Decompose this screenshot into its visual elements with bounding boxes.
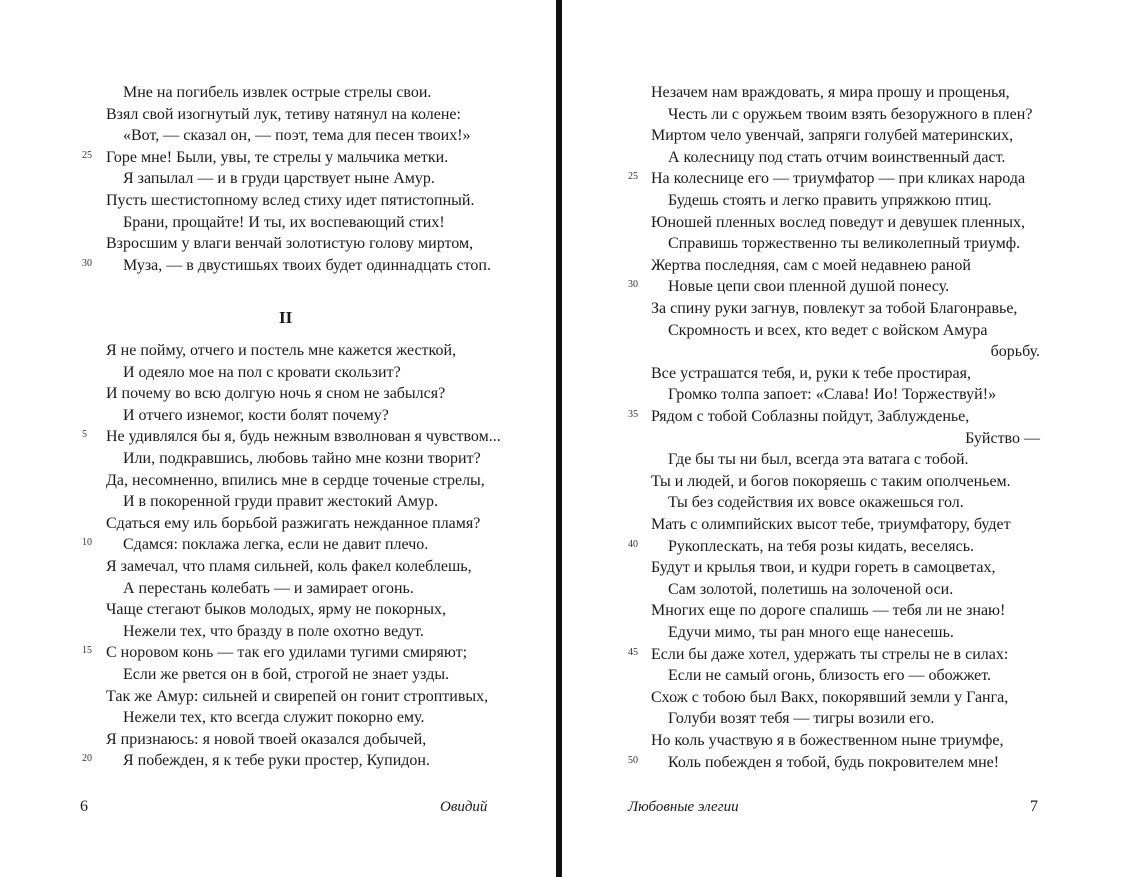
page-number-left: 6: [80, 798, 88, 815]
line-number: 30: [628, 279, 638, 291]
left-page: [0, 0, 556, 877]
verse-line: Рядом с тобой Соблазны пойдут, Заблужденье,: [651, 408, 970, 425]
verse-line: С норовом конь — так его удилами тугими смиряют;: [106, 644, 468, 662]
verse-line: Чаще стегают быков молодых, ярму не покорных,: [106, 601, 446, 619]
verse-line: Едучи мимо, ты ран много еще нанесешь.: [668, 624, 954, 641]
verse-line: Юношей пленных вослед поведут и девушек пленных,: [651, 213, 1026, 231]
verse-line: борьбу.: [990, 343, 1040, 361]
verse-line: На колеснице его — триумфатор — при кликах народа: [651, 170, 1026, 188]
line-number: 25: [82, 149, 92, 161]
verse-line: «Вот, — сказал он, — поэт, тема для песен твоих!»: [123, 127, 471, 145]
verse-line: Ты без содействия их вовсе окажешься гол.: [668, 494, 964, 512]
verse-line: Будешь стоять и легко править упряжкою птиц.: [668, 192, 992, 209]
running-head-left: Овидий: [440, 799, 488, 815]
verse-line: Взял свой изогнутый лук, тетиву натянул на колене:: [106, 105, 461, 123]
line-number: 20: [82, 753, 92, 765]
verse-line: Голуби возят тебя — тигры возили его.: [668, 710, 935, 728]
line-number: 35: [628, 409, 638, 420]
verse-line: Я не пойму, отчего и постель мне кажется жесткой,: [106, 342, 457, 359]
verse-line: И отчего изнемог, кости болят почему?: [123, 406, 389, 424]
page-number-right: 7: [1030, 798, 1038, 815]
verse-line: Новые цепи свои пленной душой понесу.: [668, 278, 950, 296]
line-number: 15: [82, 645, 92, 657]
verse-line: Где бы ты ни был, всегда эта ватага с тобой.: [668, 451, 969, 469]
verse-line: Многих еще по дороге спалишь — тебя ли не знаю!: [651, 602, 1006, 620]
running-head-right: Любовные элегии: [628, 799, 739, 815]
verse-line: Нежели тех, что бразду в поле охотно ведут.: [123, 622, 424, 640]
line-number: 5: [82, 429, 87, 441]
verse-line: И почему во всю долгую ночь я сном не забылся?: [106, 385, 446, 403]
verse-line: Мать с олимпийских высот тебе, триумфатору, будет: [651, 516, 1011, 533]
elegy-heading: II: [279, 308, 293, 327]
verse-line: Коль побежден я тобой, будь покровителем мне!: [668, 753, 1000, 771]
verse-line: Рукоплескать, на тебя розы кидать, веселясь.: [668, 537, 974, 555]
verse-line: Но коль участвую я в божественном ныне триумфе,: [651, 732, 1004, 749]
verse-line: А перестань колебать — и замирает огонь.: [123, 579, 414, 597]
verse-line: Взросшим у влаги венчай золотистую голову миртом,: [106, 235, 474, 253]
verse-line: Если бы даже хотел, удержать ты стрелы не в силах:: [651, 645, 1009, 663]
verse-line: Сдамся: поклажа легка, если не давит плечо.: [123, 536, 429, 554]
line-number: 30: [82, 257, 92, 269]
verse-line: Схож с тобою был Вакх, покорявший земли у Ганга,: [651, 688, 1009, 706]
verse-line: Миртом чело увенчай, запряги голубей материнских,: [651, 127, 1014, 145]
verse-line: Горе мне! Были, увы, те стрелы у мальчика метки.: [106, 148, 449, 166]
verse-line: Или, подкравшись, любовь тайно мне козни творит?: [123, 450, 481, 467]
verse-line: А колесницу под стать отчим воинственный даст.: [668, 148, 1006, 166]
verse-line: Мне на погибель извлек острые стрелы свои.: [123, 84, 432, 101]
verse-line: Все устрашатся тебя, и, руки к тебе простирая,: [651, 364, 971, 382]
verse-line: Да, несомненно, впились мне в сердце точеные стрелы,: [106, 471, 485, 489]
line-number: 40: [628, 538, 638, 550]
verse-line: Громко толпа запоет: «Слава! Ио! Торжествуй!»: [668, 386, 997, 404]
verse-line: Скромность и всех, кто ведет с войском Амура: [668, 321, 988, 339]
verse-line: Брани, прощайте! И ты, их воспевающий стих!: [123, 213, 445, 231]
verse-line: Честь ли с оружьем твоим взять безоружного в плен?: [668, 105, 1033, 123]
verse-line: Если не самый огонь, близость его — обожжет.: [668, 667, 992, 685]
verse-line: Я признаюсь: я новой твоей оказался добычей,: [106, 730, 427, 748]
verse-line: И одеяло мое на пол с кровати скользит?: [123, 363, 401, 381]
line-number: 25: [628, 171, 638, 183]
verse-line: Сам золотой, полетишь на золоченой оси.: [668, 580, 954, 598]
verse-line: Незачем нам враждовать, я мира прошу и прощенья,: [651, 84, 1010, 101]
verse-line: Ты и людей, и богов покоряешь с таким ополченьем.: [651, 472, 1011, 490]
line-number: 10: [82, 537, 92, 549]
verse-line: Нежели тех, кто всегда служит покорно ему.: [123, 709, 425, 727]
verse-line: Муза, — в двустишьях твоих будет одиннадцать стоп.: [123, 256, 491, 274]
right-page: [562, 0, 1125, 877]
verse-line: Я замечал, что пламя сильней, коль факел колеблешь,: [106, 558, 472, 575]
verse-line: Будут и крылья твои, и кудри гореть в самоцветах,: [651, 559, 996, 577]
verse-line: Жертва последняя, сам с моей недавнею раной: [651, 256, 971, 274]
verse-line: И в покоренной груди правит жестокий Амур.: [123, 493, 439, 511]
line-number: 50: [628, 754, 638, 766]
verse-line: Так же Амур: сильней и свирепей он гонит строптивых,: [106, 687, 489, 705]
verse-line: Я запылал — и в груди царствует ныне Амур.: [123, 170, 435, 188]
verse-line: Пусть шестистопному вслед стиху идет пятистопный.: [106, 192, 475, 209]
line-number: 45: [628, 646, 638, 658]
verse-line: Не удивлялся бы я, будь нежным взволнован я чувством...: [106, 428, 501, 446]
verse-line: Справишь торжественно ты великолепный триумф.: [668, 235, 1021, 253]
verse-line: Я побежден, я к тебе руки простер, Купидон.: [123, 752, 430, 770]
verse-line: За спину руки загнув, повлекут за тобой Благонравье,: [651, 300, 1018, 317]
verse-line: Если же рвется он в бой, строгой не знает узды.: [123, 666, 450, 683]
verse-line: Буйство —: [965, 429, 1040, 447]
verse-line: Сдаться ему иль борьбой разжигать нежданное пламя?: [106, 514, 481, 532]
